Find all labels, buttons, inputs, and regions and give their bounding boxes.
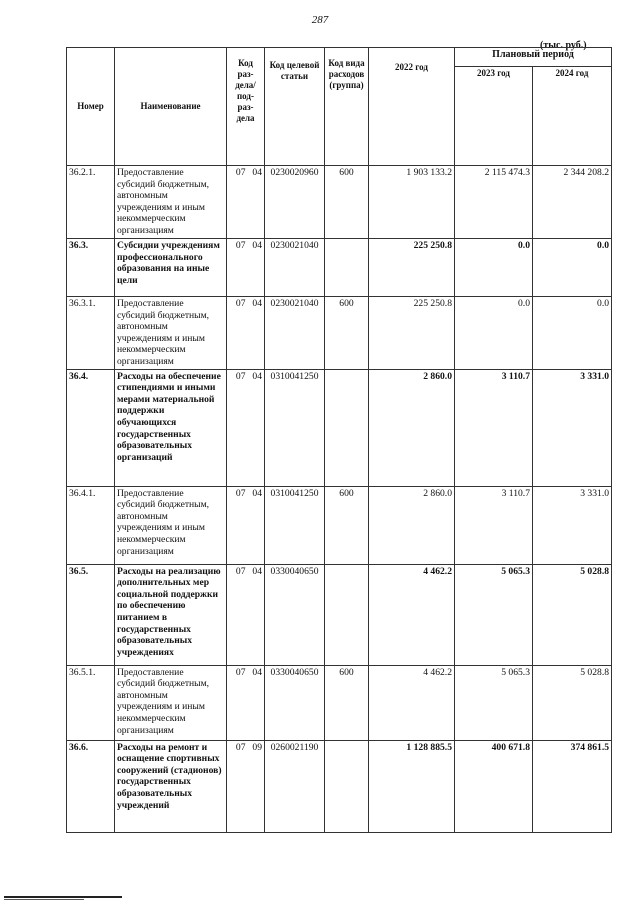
row-section-code: 07 [235, 565, 246, 577]
row-section [227, 564, 265, 665]
row-target-code: 0230021040 [265, 297, 325, 370]
row-name: Предоставление субсидий бюджетным, автономным учреждениям и иным некоммерческим организациям [115, 665, 227, 740]
header-number: Номер [67, 48, 115, 166]
units-label: (тыс. руб.) [540, 40, 587, 51]
page-number: 287 [311, 14, 329, 26]
budget-table [66, 47, 612, 833]
row-amount-2023: 3 110.7 [455, 486, 533, 564]
row-amount-2022: 1 903 133.2 [369, 166, 455, 239]
table-row [67, 297, 612, 370]
row-section [227, 297, 265, 370]
row-name: Расходы на ремонт и оснащение спортивных сооружений (стадионов) государственных образовательных учреждений [115, 740, 227, 832]
row-amount-2023: 5 065.3 [455, 665, 533, 740]
row-amount-2024: 3 331.0 [533, 369, 612, 486]
table-row [67, 166, 612, 239]
row-expense-type [325, 369, 369, 486]
row-amount-2024: 0.0 [533, 297, 612, 370]
row-subsection-code: 04 [252, 167, 262, 178]
row-subsection-code: 04 [252, 370, 262, 382]
row-section-code: 07 [235, 370, 246, 382]
table-row [67, 665, 612, 740]
row-name: Субсидии учреждениям профессионального образования на иные цели [115, 239, 227, 297]
row-section-code: 07 [235, 167, 246, 178]
header-section: Код раз-дела/ под-раз-дела [227, 48, 265, 166]
row-expense-type [325, 564, 369, 665]
row-expense-type: 600 [325, 297, 369, 370]
header-2023: 2023 год [455, 67, 533, 166]
header-name: Наименование [115, 48, 227, 166]
table-row [67, 740, 612, 832]
row-name: Предоставление субсидий бюджетным, автономным учреждениям и иным некоммерческим организациям [115, 166, 227, 239]
row-name: Расходы на реализацию дополнительных мер социальной поддержки по обеспечению питанием в государственных образовательных учреждениях [115, 564, 227, 665]
row-number: 36.6. [67, 740, 115, 832]
row-expense-type: 600 [325, 486, 369, 564]
row-amount-2024: 3 331.0 [533, 486, 612, 564]
footer-rule-thin [4, 899, 84, 900]
row-amount-2024: 374 861.5 [533, 740, 612, 832]
row-number: 36.5.1. [67, 665, 115, 740]
row-number: 36.4. [67, 369, 115, 486]
row-subsection-code: 04 [252, 666, 262, 678]
row-amount-2023: 0.0 [455, 297, 533, 370]
row-section [227, 665, 265, 740]
row-subsection-code: 04 [252, 298, 262, 309]
row-target-code: 0310041250 [265, 486, 325, 564]
row-section-code: 07 [235, 487, 246, 499]
row-amount-2024: 5 028.8 [533, 665, 612, 740]
row-target-code: 0330040650 [265, 665, 325, 740]
row-expense-type: 600 [325, 665, 369, 740]
row-name: Расходы на обеспечение стипендиями и иными мерами материальной поддержки обучающихся государственных образовательных организаций [115, 369, 227, 486]
row-subsection-code: 09 [252, 741, 262, 753]
header-expense-type: Код вида расходов (группа) [325, 48, 369, 166]
table-row [67, 564, 612, 665]
row-section [227, 486, 265, 564]
header-2022: 2022 год [369, 48, 455, 166]
row-expense-type: 600 [325, 166, 369, 239]
row-target-code: 0330040650 [265, 564, 325, 665]
row-target-code: 0260021190 [265, 740, 325, 832]
header-2024: 2024 год [533, 67, 612, 166]
row-amount-2024: 5 028.8 [533, 564, 612, 665]
header-planned-period: Плановый период [455, 48, 612, 67]
row-number: 36.3.1. [67, 297, 115, 370]
row-section-code: 07 [235, 240, 246, 251]
row-amount-2023: 3 110.7 [455, 369, 533, 486]
row-amount-2023: 2 115 474.3 [455, 166, 533, 239]
row-section [227, 740, 265, 832]
row-amount-2022: 2 860.0 [369, 486, 455, 564]
row-subsection-code: 04 [252, 565, 262, 577]
header-target: Код целевой статьи [265, 48, 325, 166]
row-amount-2022: 4 462.2 [369, 665, 455, 740]
row-section-code: 07 [235, 666, 246, 678]
row-number: 36.4.1. [67, 486, 115, 564]
row-amount-2024: 0.0 [533, 239, 612, 297]
row-amount-2023: 5 065.3 [455, 564, 533, 665]
row-amount-2023: 0.0 [455, 239, 533, 297]
footer-rule [4, 896, 122, 898]
row-target-code: 0230020960 [265, 166, 325, 239]
row-expense-type [325, 239, 369, 297]
row-expense-type [325, 740, 369, 832]
row-amount-2023: 400 671.8 [455, 740, 533, 832]
row-name: Предоставление субсидий бюджетным, автономным учреждениям и иным некоммерческим организациям [115, 486, 227, 564]
row-target-code: 0310041250 [265, 369, 325, 486]
row-amount-2024: 2 344 208.2 [533, 166, 612, 239]
row-section-code: 07 [235, 298, 246, 309]
row-number: 36.3. [67, 239, 115, 297]
table-body [67, 166, 612, 833]
row-amount-2022: 225 250.8 [369, 239, 455, 297]
table-row [67, 239, 612, 297]
row-number: 36.2.1. [67, 166, 115, 239]
row-section-code: 07 [235, 741, 246, 753]
row-amount-2022: 2 860.0 [369, 369, 455, 486]
row-name: Предоставление субсидий бюджетным, автономным учреждениям и иным некоммерческим организациям [115, 297, 227, 370]
row-section [227, 369, 265, 486]
row-amount-2022: 4 462.2 [369, 564, 455, 665]
table-row [67, 486, 612, 564]
row-amount-2022: 1 128 885.5 [369, 740, 455, 832]
row-section [227, 166, 265, 239]
row-subsection-code: 04 [252, 487, 262, 499]
row-target-code: 0230021040 [265, 239, 325, 297]
row-subsection-code: 04 [252, 240, 262, 251]
row-amount-2022: 225 250.8 [369, 297, 455, 370]
row-section [227, 239, 265, 297]
row-number: 36.5. [67, 564, 115, 665]
table-row [67, 369, 612, 486]
